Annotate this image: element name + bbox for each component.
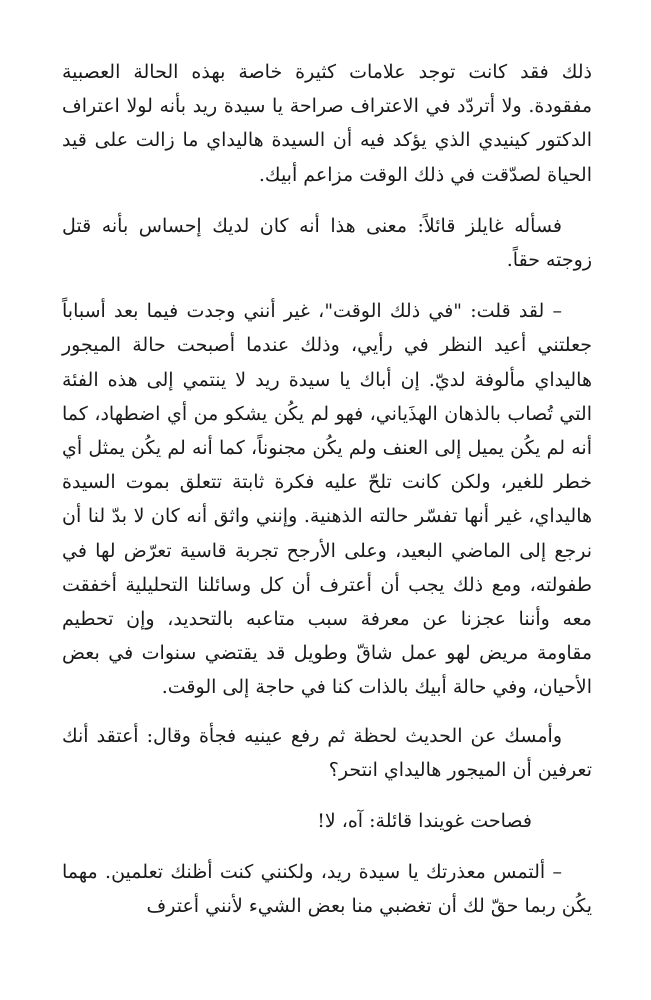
paragraph-4: وأمسك عن الحديث لحظة ثم رفع عينيه فجأة وقال: أعتقد أنك تعرفين أن الميجور هاليداي انتحر؟ — [62, 724, 592, 781]
paragraph-1: ذلك فقد كانت توجد علامات كثيرة خاصة بهذه الحالة العصبية مفقودة. ولا أتردّد في الاعتراف صراحة يا سيدة ريد بأنه لولا اعتراف الدكتور كينيدي الذي يؤكد فيه أن السيدة هاليداي ما زالت على قيد الحياة لصدّقت في ذلك الوقت مزاعم أبيك. — [62, 61, 592, 186]
paragraph-2: فسأله غايلز قائلاً: معنى هذا أنه كان لديك إحساس بأنه قتل زوجته حقاً. — [62, 214, 592, 272]
paragraph-5: فصاحت غويندا قائلة: آه، لا! — [317, 810, 532, 833]
paragraph-6: – ألتمس معذرتك يا سيدة ريد، ولكنني كنت أظنك تعلمين. مهما يكُن ربما حقّ لك أن تغضبي منا بعض الشيء لأنني أعترف — [62, 861, 592, 918]
paragraph-3: – لقد قلت: "في ذلك الوقت"، غير أنني وجدت فيما بعد أسباباً جعلتني أعيد النظر في رأيي، وذلك عندما أصبحت حالة الميجور هاليداي مألوفة لديّ. إن أباك يا سيدة ريد لا ينتمي إلى هذه الفئة التي تُصاب بالذهان الهذَياني، فهو لم يكُن يشكو من أي اضطهاد، كما أنه لم يكُن يميل إلى العنف ولم يكُن مجنوناً، كما أنه لم يكُن يمثل أي خطر للغير، ولكن كانت تلحّ عليه فكرة ثابتة تتعلق بموت السيدة هاليداي، غير أنها تفسّر حالته الذهنية. وإنني واثق أنه كان لا بدّ لنا أن نرجع إلى الماضي البعيد، وعلى الأرجح تجربة قاسية تعرّض لها في طفولته، ومع ذلك يجب أن أعترف أن كل وسائلنا التحليلية أخفقت معه وأننا عجزنا عن معرفة سبب متاعبه بالتحديد، وإن تحطيم مقاومة مريض لهو عمل شاقّ وطويل قد يقتضي سنوات في بعض الأحيان، وفي حالة أبيك بالذات كنا في حاجة إلى الوقت. — [62, 300, 592, 699]
book-page — [62, 55, 592, 924]
